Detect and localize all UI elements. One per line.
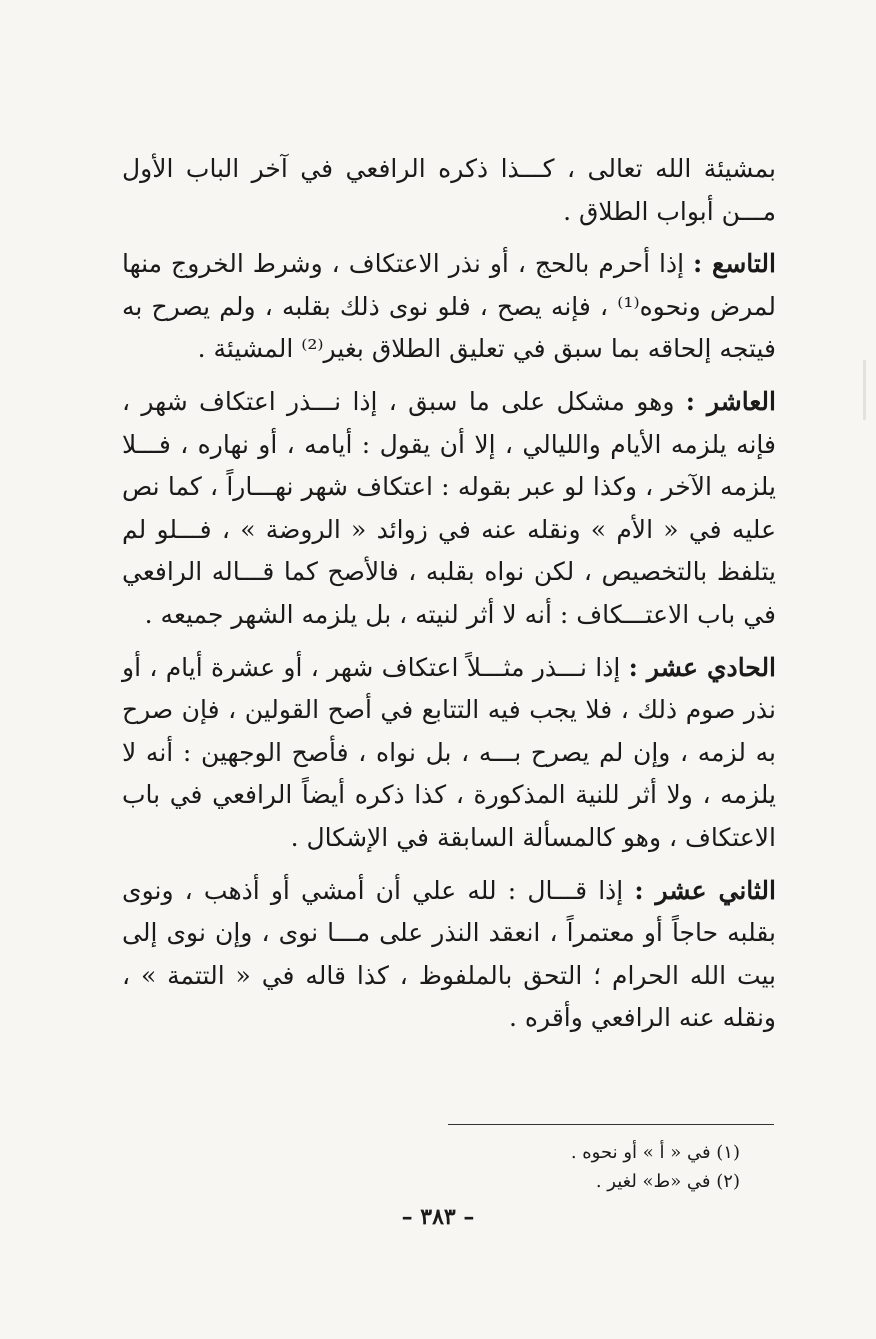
footnote-divider bbox=[448, 1124, 774, 1125]
paragraph-text: إذا قـــال : لله علي أن أمشي أو أذهب ، ونوى بقلبه حاجاً أو معتمراً ، انعقد النذر على مـــا نوى ، وإن نوى إلى بيت الله الحرام ؛ التحق بالملفوظ ، كذا قاله في « التتمة » ، ونقله عنه الرافعي وأقره . bbox=[122, 875, 776, 1033]
paragraph-twelfth bbox=[122, 870, 776, 1040]
footnote-1: (١) في « أ » أو نحوه . bbox=[570, 1142, 740, 1163]
paragraph-heading: التاسع : bbox=[693, 249, 776, 279]
paragraph-text: إذا أحرم بالحج ، أو نذر الاعتكاف ، وشرط الخروج منها لمرض ونحوه⁽¹⁾ ، فإنه يصح ، فلو نوى ذلك بقلبه ، ولم يصرح به فيتجه إلحاقه بما سبق في تعليق الطلاق بغير⁽²⁾ المشيئة . bbox=[122, 249, 777, 364]
paragraph-text: إذا نـــذر مثـــلاً اعتكاف شهر ، أو عشرة أيام ، أو نذر صوم ذلك ، فلا يجب فيه التتابع في أصح القولين ، فإن صرح به لزمه ، وإن لم يصرح بـــه ، بل نواه ، فأصح الوجهين : أنه لا يلزمه ، ولا أثر للنية المذكورة ، كذا ذكره أيضاً الرافعي في باب الاعتكاف ، وهو كالمسألة السابقة في الإشكال . bbox=[122, 652, 776, 852]
page-number: – ٣٨٣ – bbox=[401, 1204, 475, 1230]
footnote-2: (٢) في «ط» لغير . bbox=[595, 1171, 740, 1192]
footnotes bbox=[450, 1138, 740, 1196]
scan-edge-mark bbox=[863, 360, 866, 420]
paragraph-eleventh bbox=[122, 647, 776, 860]
paragraph-text: بمشيئة الله تعالى ، كـــذا ذكره الرافعي في آخر الباب الأول مـــن أبواب الطلاق . bbox=[122, 154, 776, 226]
main-text bbox=[122, 148, 776, 1050]
paragraph-text: وهو مشكل على ما سبق ، إذا نـــذر اعتكاف شهر ، فإنه يلزمه الأيام والليالي ، إلا أن يقول : أيامه ، أو نهاره ، فـــلا يلزمه الآخر ، وكذا لو عبر بقوله : اعتكاف شهر نهـــاراً ، كما نص عليه في « الأم » ونقله عنه في زوائد « الروضة » ، فـــلو لم يتلفظ بالتخصيص ، لكن نواه بقلبه ، فالأصح كما قـــاله الرافعي في باب الاعتـــكاف : أنه لا أثر لنيته ، بل يلزمه الشهر جميعه . bbox=[122, 386, 776, 629]
paragraph-heading: الثاني عشر : bbox=[634, 875, 776, 905]
paragraph-heading: الحادي عشر : bbox=[628, 652, 777, 682]
paragraph-heading: العاشر : bbox=[685, 386, 776, 416]
paragraph-tenth bbox=[122, 381, 776, 637]
paragraph-ninth bbox=[122, 243, 776, 371]
paragraph-continuation bbox=[122, 148, 776, 233]
